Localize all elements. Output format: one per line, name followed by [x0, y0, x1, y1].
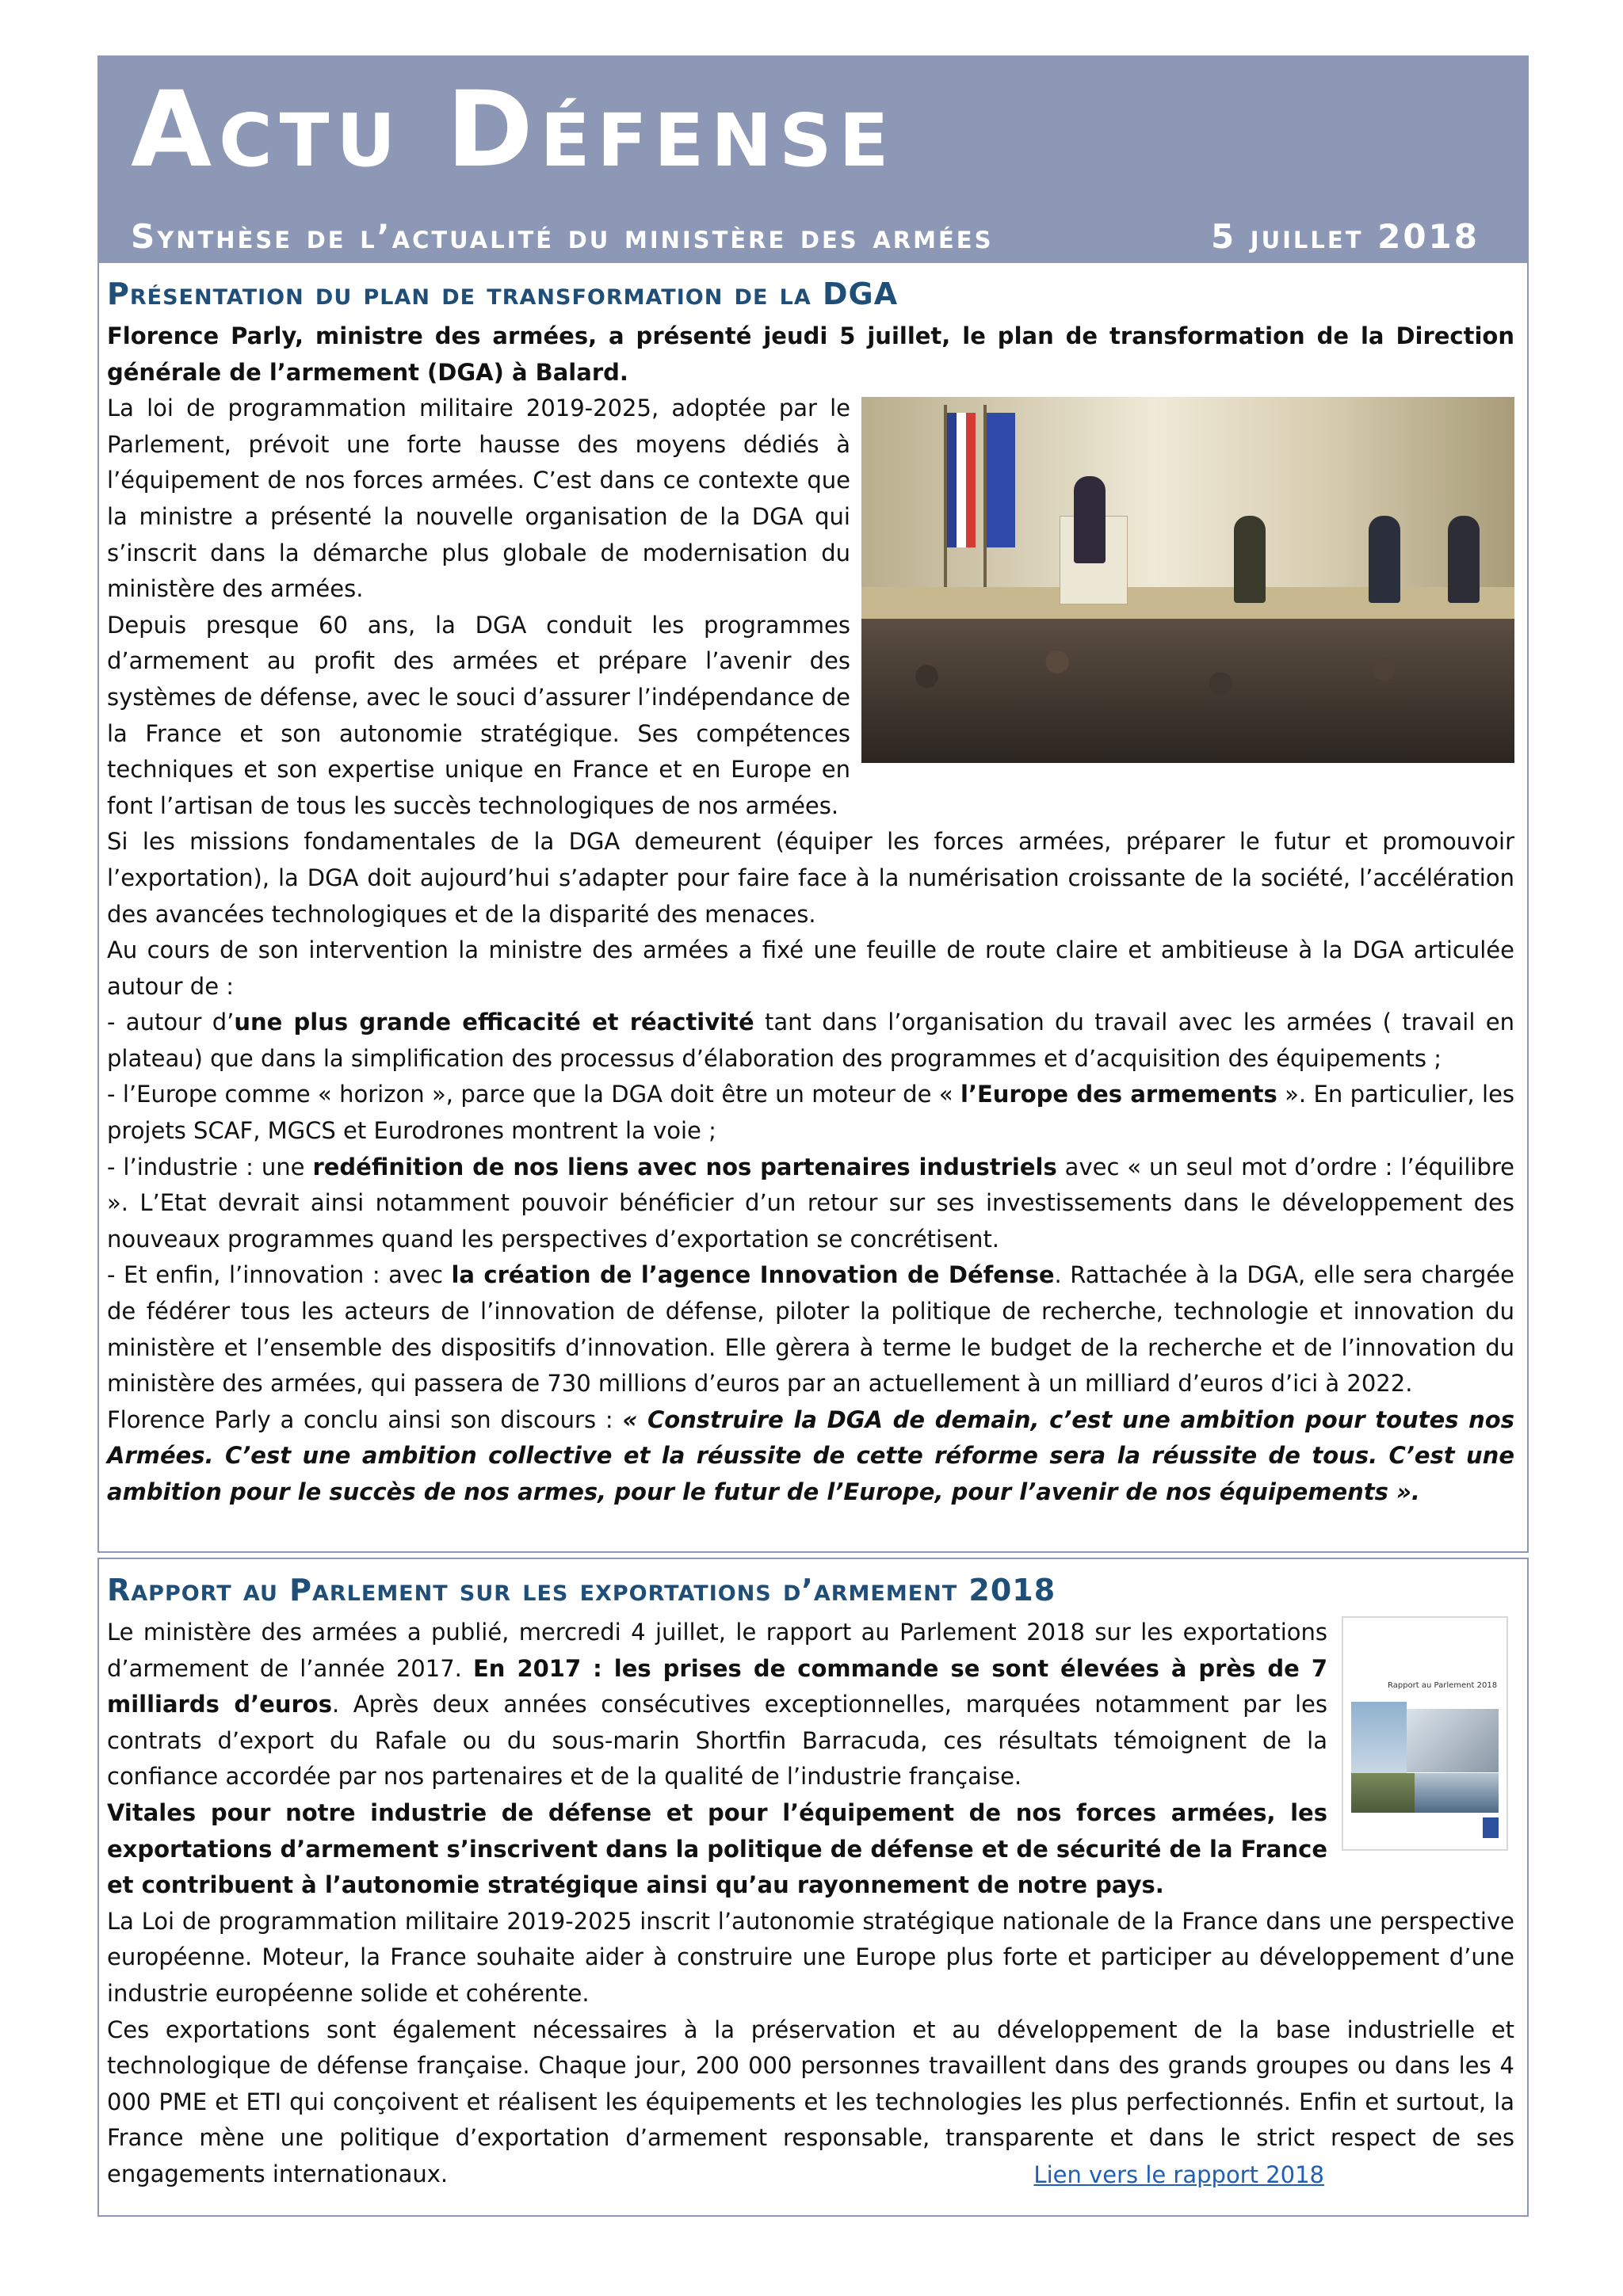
article-paragraph: Au cours de son intervention la ministre des armées a fixé une feuille de route claire et ambitieuse à la DGA articulée autour de :	[107, 936, 1514, 1000]
article-headline: Présentation du plan de transformation de la DGA	[107, 277, 899, 311]
article-paragraph: Ces exportations sont également nécessaires à la préservation et au développement de la base industrielle et technologique de défense française. Chaque jour, 200 000 personnes travaillent dans des grands groupes ou dans les 4 000 PME et ETI qui conçoivent et réalisent les équipements et les technologies les plus perfectionnés. Enfin et surtout, la France mène une politique d’exportation d’armement responsable, transparente et dans le strict respect de ses engagements internationaux.	[107, 2016, 1514, 2187]
closing-quote: Florence Parly a conclu ainsi son discours : « Construire la DGA de demain, c’est une ambition pour toutes nos Armées. C’est une ambition collective et la réussite de cette réforme sera la réussite de tous. C’est une ambition pour le succès de nos armes, pour le futur de l’Europe, pour l’avenir de nos équipements ».	[107, 1405, 1514, 1505]
report-link[interactable]: Lien vers le rapport 2018	[1033, 2161, 1324, 2188]
masthead-subtitle: Synthèse de l’actualité du ministère des armées	[131, 217, 994, 256]
bullet-europe: - l’Europe comme « horizon », parce que la DGA doit être un moteur de « l’Europe des armements ». En particulier, les projets SCAF, MGCS et Eurodrones montrent la voie ;	[107, 1081, 1515, 1145]
report-cover-image	[1342, 1616, 1508, 1851]
article-headline: Rapport au Parlement sur les exportations d’armement 2018	[107, 1573, 1056, 1608]
bullet-efficacite: - autour d’une plus grande efficacité et réactivité tant dans l’organisation du travail avec les armées ( travail en plateau) que dans la simplification des processus d’élaboration des programmes et d’acquisition des équipements ;	[107, 1009, 1514, 1072]
article-paragraph: Vitales pour notre industrie de défense et pour l’équipement de nos forces armées, les exportations d’armement s’inscrivent dans la politique de défense et de sécurité de la France et contribuent à l’autonomie stratégique ainsi qu’au rayonnement de notre pays.	[107, 1798, 1327, 1899]
conference-photo	[861, 397, 1514, 763]
article-paragraph: Si les missions fondamentales de la DGA demeurent (équiper les forces armées, préparer le futur et promouvoir l’exportation), la DGA doit aujourd’hui s’adapter pour faire face à la numérisation croissante de la société, l’accélération des avancées technologiques et de la disparité des menaces.	[107, 828, 1514, 928]
masthead-date: 5 juillet 2018	[1210, 217, 1480, 256]
bullet-industrie: - l’industrie : une redéfinition de nos liens avec nos partenaires industriels avec « un seul mot d’ordre : l’équilibre ». L’Etat devrait ainsi notamment pouvoir bénéficier d’un retour sur ses investissements dans le développement des nouveaux programmes quand les perspectives d’exportation se concrétisent.	[107, 1153, 1514, 1253]
article-dga-transformation	[97, 263, 1529, 1553]
article-paragraph: Depuis presque 60 ans, la DGA conduit les programmes d’armement au profit des armées et prépare l’avenir des systèmes de défense, avec le souci d’assurer l’indépendance de la France et son autonomie stratégique. Ses compétences techniques et son expertise unique en France et en Europe en font l’artisan de tous les succès technologiques de nos armées.	[107, 611, 850, 819]
report-cover-title: Rapport au Parlement 2018	[1388, 1681, 1498, 1690]
article-paragraph: La loi de programmation militaire 2019-2025, adoptée par le Parlement, prévoit une forte hausse des moyens dédiés à l’équipement de nos forces armées. C’est dans ce contexte que la ministre a présenté la nouvelle organisation de la DGA qui s’inscrit dans la démarche plus globale de modernisation du ministère des armées.	[107, 395, 850, 603]
article-paragraph: Le ministère des armées a publié, mercredi 4 juillet, le rapport au Parlement 2018 sur les exportations d’armement de l’année 2017. En 2017 : les prises de commande se sont élevées à près de 7 milliards d’euros. Après deux années consécutives exceptionnelles, marquées notamment par les contrats d’export du Rafale ou du sous-marin Shortfin Barracuda, ces résultats témoignent de la confiance accordée par nos partenaires et de la qualité de l’industrie française.	[107, 1619, 1327, 1791]
article-paragraph: La Loi de programmation militaire 2019-2025 inscrit l’autonomie stratégique nationale de la France dans une perspective européenne. Moteur, la France souhaite aider à construire une Europe plus forte et participer au développement d’une industrie européenne solide et cohérente.	[107, 1907, 1514, 2007]
article-export-report	[97, 1558, 1529, 2217]
bullet-innovation: - Et enfin, l’innovation : avec la création de l’agence Innovation de Défense. Rattachée à la DGA, elle sera chargée de fédérer tous les acteurs de l’innovation de défense, piloter la politique de recherche, technologie et innovation du ministère et l’ensemble des dispositifs d’innovation. Elle gèrera à terme le budget de la recherche et de l’innovation du ministère des armées, qui passera de 730 millions d’euros par an actuellement à un milliard d’euros d’ici à 2022.	[107, 1261, 1514, 1398]
ministry-logo-icon	[1483, 1817, 1499, 1838]
masthead	[97, 55, 1529, 263]
article-lead: Florence Parly, ministre des armées, a présenté jeudi 5 juillet, le plan de transformation de la Direction générale de l’armement (DGA) à Balard.	[107, 322, 1514, 386]
masthead-title: Actu Défense	[131, 69, 896, 191]
